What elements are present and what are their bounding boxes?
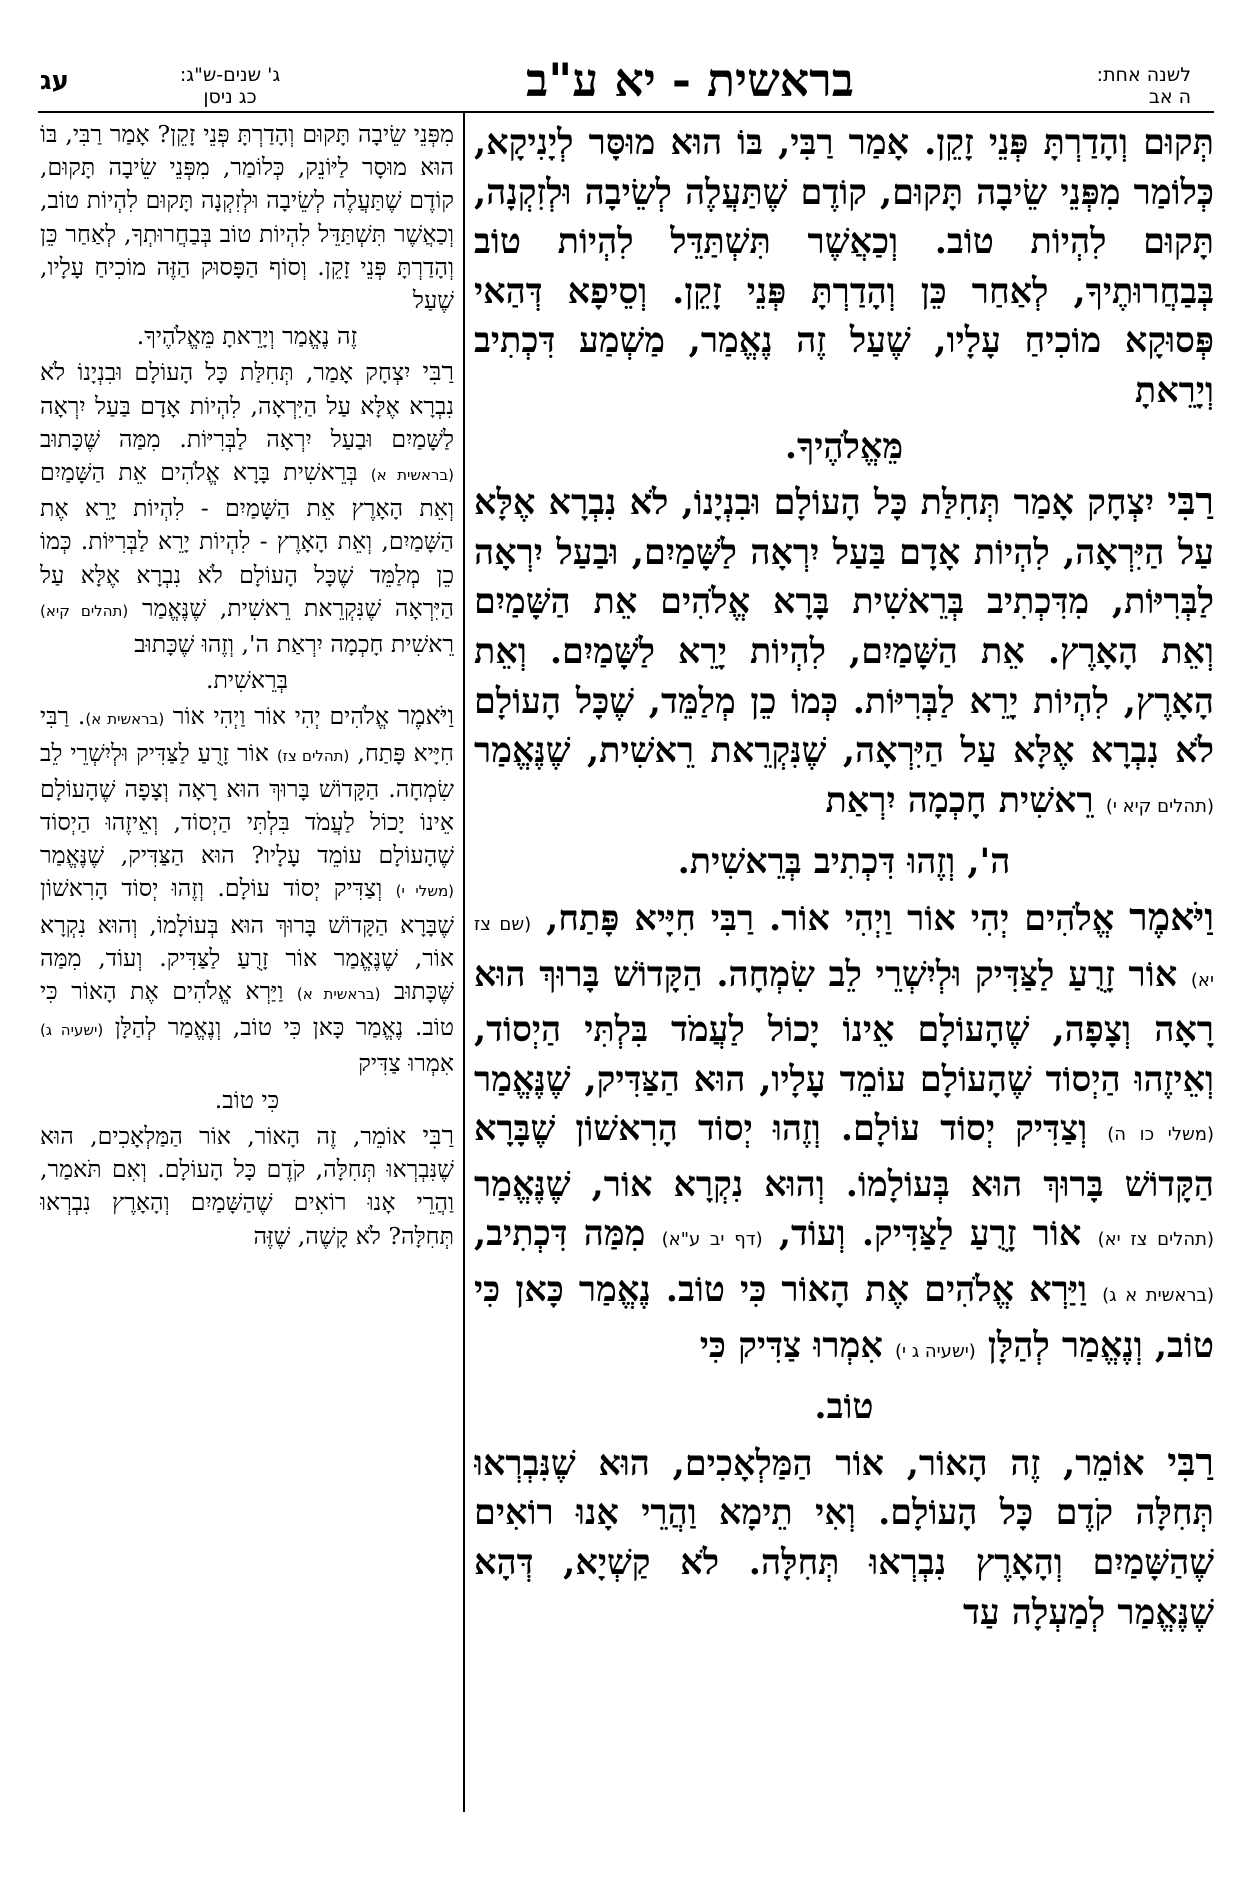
main-p3-citation-2: (משלי כו ה) xyxy=(1107,1124,1214,1146)
side-p1-end: זֶה נֶאֱמַר וְיָרֵאתָ מֵּאֱלֹהֶיךָ. xyxy=(136,322,358,351)
side-p3-citation-1: (בראשית א) xyxy=(85,710,165,729)
side-paragraph-2 xyxy=(40,356,454,661)
main-paragraph-1 xyxy=(474,118,1214,416)
main-paragraph-2 xyxy=(474,477,1214,831)
side-paragraph-1 xyxy=(40,118,454,317)
side-paragraph-1-end xyxy=(40,320,454,353)
main-paragraph-3 xyxy=(474,893,1214,1376)
side-paragraph-3 xyxy=(40,700,454,1080)
main-text-column xyxy=(474,118,1214,1858)
schedule-label-one-year: לשנה אחת: xyxy=(1096,64,1191,86)
schedule-date-one-year: ה אב xyxy=(1148,86,1191,108)
side-p3-text-c: אוֹר זָרֻעַ לַצַּדִּיק וּלְיִשְׁרֵי לֵב שִׂמְחָה. הַקָּדוֹשׁ בָּרוּךְ הוּא רָאָה וְצָפָה שֶׁהָעוֹלָם אֵינוֹ יָכוֹל לַעֲמֹד בִּלְתִּי הַיְסוֹד, וְאֵיזֶהוּ הַיְסוֹד שֶׁהָעוֹלָם עוֹמֵד עָלָיו? הוּא הַצַּדִּיק, שֶׁנֶּאֱמַר xyxy=(40,738,454,870)
main-p3-citation-5: (בראשית א ג) xyxy=(1102,1285,1214,1307)
main-p3-citation-4: (דף יב ע"א) xyxy=(661,1229,763,1251)
side-p1-text: מִפְּנֵי שֵׂיבָה תָּקוּם וְהָדַרְתָּ פְּנֵי זָקֵן? אָמַר רַבִּי, בּוֹ הוּא מוּסָר לַיּוֹנֵק, כְּלוֹמַר, מִפְּנֵי שֵׂיבָה תָּקוּם, קוֹדֶם שֶׁתַּעֲלֶה לְשֵׂיבָה וּלְזִקְנָה תָּקוּם לִהְיוֹת טוֹב, וְכַאֲשֶׁר תִּשְׁתַּדֵּל לִהְיוֹת טוֹב בְּבַחֲרוּתְךָ, לְאַחַר כֵּן וְהָדַרְתָּ פְּנֵי זָקֵן. וְסוֹף הַפָּסוּק הַזֶּה מוֹכִיחַ עָלָיו, שֶׁעַל xyxy=(40,120,454,315)
side-p2-citation-1: (בראשית א) xyxy=(370,466,454,485)
page-number: עג xyxy=(40,66,69,96)
side-p3-opening-word: וַיֹּאמֶר xyxy=(397,701,454,732)
schedule-label-three-years: ג' שנים-ש"ג: xyxy=(179,64,281,86)
main-p2-end: ה', וְזֶהוּ דִּכְתִיב בְּרֵאשִׁית. xyxy=(677,841,1011,883)
main-p1-end: מֵּאֱלֹהֶיךָ. xyxy=(784,425,904,467)
side-p4-opening-word: רַבִּי xyxy=(422,1120,454,1151)
main-p3-text-a: אֱלֹהִים יְהִי אוֹר וַיְהִי אוֹר. רַבִּי חִיָּיא פָּתַח, xyxy=(531,897,1130,939)
side-p2-opening-word: רַבִּי xyxy=(422,357,454,388)
schedule-date-three-years: כג ניסן xyxy=(203,86,257,108)
main-p2-text-a: יִצְחָק אָמַר תְּחִלַּת כָּל הָעוֹלָם וּבִנְיָנוֹ, לֹא נִבְרָא אֶלָּא עַל הַיִּרְאָה, לִהְיוֹת אָדָם בַּעַל יִרְאָה לַשָּׁמַיִם, וּבַעַל יִרְאָה לַבְּרִיּוֹת, מִדִּכְתִיב בְּרֵאשִׁית בָּרָא אֱלֹהִים אֵת הַשָּׁמַיִם וְאֵת הָאָרֶץ. אֵת הַשָּׁמַיִם, לִהְיוֹת יָרֵא לַשָּׁמַיִם. וְאֵת הָאָרֶץ, לִהְיוֹת יָרֵא לַבְּרִיּוֹת. כְּמוֹ כֵן מְלַמֵּד, שֶׁכָּל הָעוֹלָם לֹא נִבְרָא אֶלָּא עַל הַיִּרְאָה, שֶׁנִּקְרֵאת רֵאשִׁית, שֶׁנֶּאֱמַר xyxy=(474,482,1214,772)
main-p3-end: טוֹב. xyxy=(814,1386,874,1428)
main-paragraph-4 xyxy=(474,1438,1214,1637)
study-schedule-one-year xyxy=(1097,64,1191,108)
main-p3-text-e: מִמַּה דִּכְתִיב, xyxy=(474,1213,662,1255)
header-divider xyxy=(38,111,1214,113)
main-p3-text-c: וְצַדִּיק יְסוֹד עוֹלָם. וְזֶהוּ יְסוֹד הָרִאשׁוֹן שֶׁבָּרָא הַקָּדוֹשׁ בָּרוּךְ הוּא בְּעוֹלָמוֹ. וְהוּא נִקְרָא אוֹר, שֶׁנֶּאֱמַר xyxy=(474,1108,1214,1205)
main-p4-text-a: אוֹמֵר, זֶה הָאוֹר, אוֹר הַמַּלְאָכִים, הוּא שֶׁנִּבְרְאוּ תְּחִלָּה קֹדֶם כָּל הָעוֹלָם. וְאִי תֵימָא וַהֲרֵי אָנוּ רוֹאִים שֶׁהַשָּׁמַיִם וְהָאָרֶץ נִבְרְאוּ תְּחִלָּה. לֹא קַשְׁיָא, דְּהָא שֶׁנֶּאֱמַר לְמַעְלָה עַד xyxy=(474,1442,1214,1633)
main-p3-citation-6: (ישעיה ג י) xyxy=(894,1340,976,1362)
main-paragraph-1-end xyxy=(474,422,1214,472)
side-p3-citation-5: (ישעיה ג) xyxy=(40,1021,104,1040)
main-p4-opening-word: רַבִּי xyxy=(1167,1439,1214,1484)
main-p2-opening-word: רַבִּי xyxy=(1167,479,1214,524)
main-p2-citation: (תהלים קיא י) xyxy=(1105,795,1214,817)
main-paragraph-2-end xyxy=(474,837,1214,887)
main-p2-text-b: רֵאשִׁית חָכְמָה יִרְאַת xyxy=(825,779,1106,821)
side-p2-citation-2: (תהלים קיא) xyxy=(40,601,129,620)
side-p3-text-b: . רַבִּי חִיָּיא פָּתַח, xyxy=(40,702,454,767)
side-p2-text-c: רֵאשִׁית חָכְמָה יִרְאַת ה', וְזֶהוּ שֶׁכָּתוּב xyxy=(134,630,454,659)
main-p1-text: תְּקוּם וְהָדַרְתָּ פְּנֵי זָקֵן. אָמַר רַבִּי, בּוֹ הוּא מוּסָּר לְיָנִיקָא, כְּלוֹמַר מִפְּנֵי שֵׂיבָה תָּקוּם, קוֹדֶם שֶׁתַּעֲלֶה לְשֵׂיבָה וּלְזִקְנָה, תָּקוּם לִהְיוֹת טוֹב. וְכַאֲשֶׁר תִּשְׁתַּדֵּל לִהְיוֹת טוֹב בְּבַחֲרוּתֶיךָ, לְאַחַר כֵּן וְהָדַרְתָּ פְּנֵי זָקֵן. וְסֵיפָא דְּהַאי פְּסוּקָא מוֹכִיחַ עָלָיו, שֶׁעַל זֶה נֶאֱמַר, מַשְׁמַע דִּכְתִיב וְיָרֵאתָ xyxy=(474,122,1214,411)
main-p3-opening-word: וַיֹּאמֶר xyxy=(1129,894,1214,939)
side-p3-text-e: וַיַּרְא אֱלֹהִים אֶת הָאוֹר כִּי טוֹב. נֶאֱמַר כָּאן כִּי טוֹב, וְנֶאֱמַר לְהַלָּן xyxy=(40,977,454,1042)
side-p3-citation-3: (משלי י) xyxy=(395,882,454,901)
main-p3-citation-3: (תהלים צז יא) xyxy=(1097,1229,1214,1251)
page-title: בראשית - יא ע"ב xyxy=(526,53,854,107)
main-p3-text-g: אִמְרוּ צַדִּיק כִּי xyxy=(699,1324,895,1366)
main-paragraph-3-end xyxy=(474,1382,1214,1432)
side-p3-text-d: וְצַדִּיק יְסוֹד עוֹלָם. וְזֶהוּ יְסוֹד הָרִאשׁוֹן שֶׁבָּרָא הַקָּדוֹשׁ בָּרוּךְ הוּא בְּעוֹלָמוֹ, וְהוּא נִקְרָא אוֹר, שֶׁנֶּאֱמַר אוֹר זָרֻעַ לַצַּדִּיק. וְעוֹד, מִמַּה שֶּׁכָּתוּב xyxy=(40,874,454,1006)
translation-column xyxy=(40,118,454,1858)
side-paragraph-2-end xyxy=(40,664,454,697)
main-p3-text-f: וַיַּרְא אֱלֹהִים אֶת הָאוֹר כִּי טוֹב. נֶאֱמַר כָּאן כִּי טוֹב, וְנֶאֱמַר לְהַלָּן xyxy=(474,1269,1214,1366)
side-paragraph-4 xyxy=(40,1120,454,1253)
side-p2-text-a: יִצְחָק אָמַר, תְּחִלַּת כָּל הָעוֹלָם וּבִנְיָנוֹ לֹא נִבְרָא אֶלָּא עַל הַיִּרְאָה, לִהְיוֹת אָדָם בַּעַל יִרְאָה לַשָּׁמַיִם וּבַעַל יִרְאָה לַבְּרִיּוֹת. מִמַּה שֶּׁכָּתוּב xyxy=(40,358,454,453)
side-p3-citation-2: (תהלים צז) xyxy=(276,746,350,765)
side-p3-end: כִּי טוֹב. xyxy=(214,1085,280,1114)
study-schedule-three-years xyxy=(160,64,300,108)
main-p3-text-b: אוֹר זָרֻעַ לַצַּדִּיק וּלְיִשְׁרֵי לֵב שִׂמְחָה. הַקָּדוֹשׁ בָּרוּךְ הוּא רָאָה וְצָפָה, שֶׁהָעוֹלָם אֵינוֹ יָכוֹל לַעֲמֹד בִּלְתִּי הַיְסוֹד, וְאֵיזֶהוּ הַיְסוֹד שֶׁהָעוֹלָם עוֹמֵד עָלָיו, הוּא הַצַּדִּיק, שֶׁנֶּאֱמַר xyxy=(474,953,1214,1100)
side-p2-text-b: בְּרֵאשִׁית בָּרָא אֱלֹהִים אֵת הַשָּׁמַיִם וְאֵת הָאָרֶץ אֵת הַשָּׁמַיִם - לִהְיוֹת יָרֵא אֶת הַשָּׁמַיִם, וְאֵת הָאָרֶץ - לִהְיוֹת יָרֵא לַבְּרִיּוֹת. כְּמוֹ כֵן מְלַמֵּד שֶׁכָּל הָעוֹלָם לֹא נִבְרָא אֶלָּא עַל הַיִּרְאָה שֶׁנִּקְרֵאת רֵאשִׁית, שֶׁנֶּאֱמַר xyxy=(40,458,454,622)
side-p2-end: בְּרֵאשִׁית. xyxy=(206,666,288,695)
side-p3-text-f: אִמְרוּ צַדִּיק xyxy=(358,1049,454,1078)
side-paragraph-3-end xyxy=(40,1084,454,1117)
main-p3-citation-1: (שם צז יא) xyxy=(474,913,1214,991)
column-divider xyxy=(463,112,465,1812)
side-p3-text-a: אֱלֹהִים יְהִי אוֹר וַיְהִי אוֹר xyxy=(164,702,398,731)
main-p3-text-d: אוֹר זָרֻעַ לַצַּדִּיק. וְעוֹד, xyxy=(762,1213,1098,1255)
side-p4-text-a: אוֹמֵר, זֶה הָאוֹר, אוֹר הַמַּלְאָכִים, הוּא שֶׁנִּבְרְאוּ תְּחִלָּה, קֹדֶם כָּל הָעוֹלָם. וְאִם תֹּאמַר, וַהֲרֵי אָנוּ רוֹאִים שֶׁהַשָּׁמַיִם וְהָאָרֶץ נִבְרְאוּ תְּחִלָּה? לֹא קָשֶׁה, שֶׁזֶּה xyxy=(40,1121,454,1250)
side-p3-citation-4: (בראשית א) xyxy=(296,985,381,1004)
